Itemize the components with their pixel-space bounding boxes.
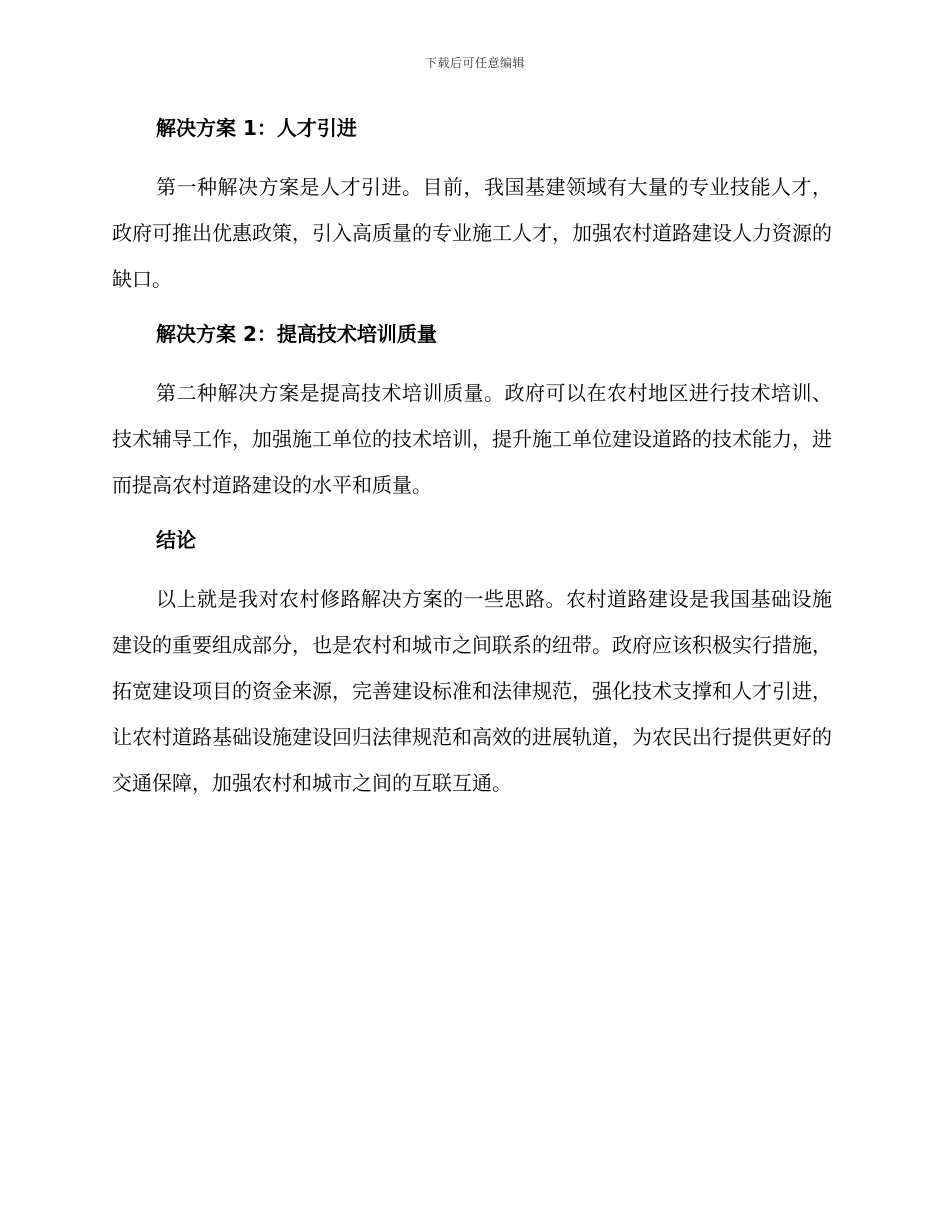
section-heading-training: 解决方案 2：提高技术培训质量	[156, 322, 437, 346]
section-heading-conclusion: 结论	[156, 528, 196, 552]
section-paragraph-training: 第二种解决方案是提高技术培训质量。政府可以在农村地区进行技术培训、技术辅导工作，加强施工单位的技术培训，提升施工单位建设道路的技术能力，进而提高农村道路建设的水平和质量。	[112, 381, 832, 497]
section-paragraph-conclusion: 以上就是我对农村修路解决方案的一些思路。农村道路建设是我国基础设施建设的重要组成部分，也是农村和城市之间联系的纽带。政府应该积极实行措施，拓宽建设项目的资金来源，完善建设标准和法律规范，强化技术支撑和人才引进，让农村道路基础设施建设回归法律规范和高效的进展轨道，为农民出行提供更好的交通保障，加强农村和城市之间的互联互通。	[112, 587, 832, 795]
section-heading-talent: 解决方案 1：人才引进	[156, 116, 357, 140]
document-body	[112, 112, 832, 806]
page-header: 下载后可任意编辑	[424, 56, 525, 70]
section-paragraph-talent: 第一种解决方案是人才引进。目前，我国基建领域有大量的专业技能人才，政府可推出优惠政策，引入高质量的专业施工人才，加强农村道路建设人力资源的缺口。	[112, 175, 832, 291]
